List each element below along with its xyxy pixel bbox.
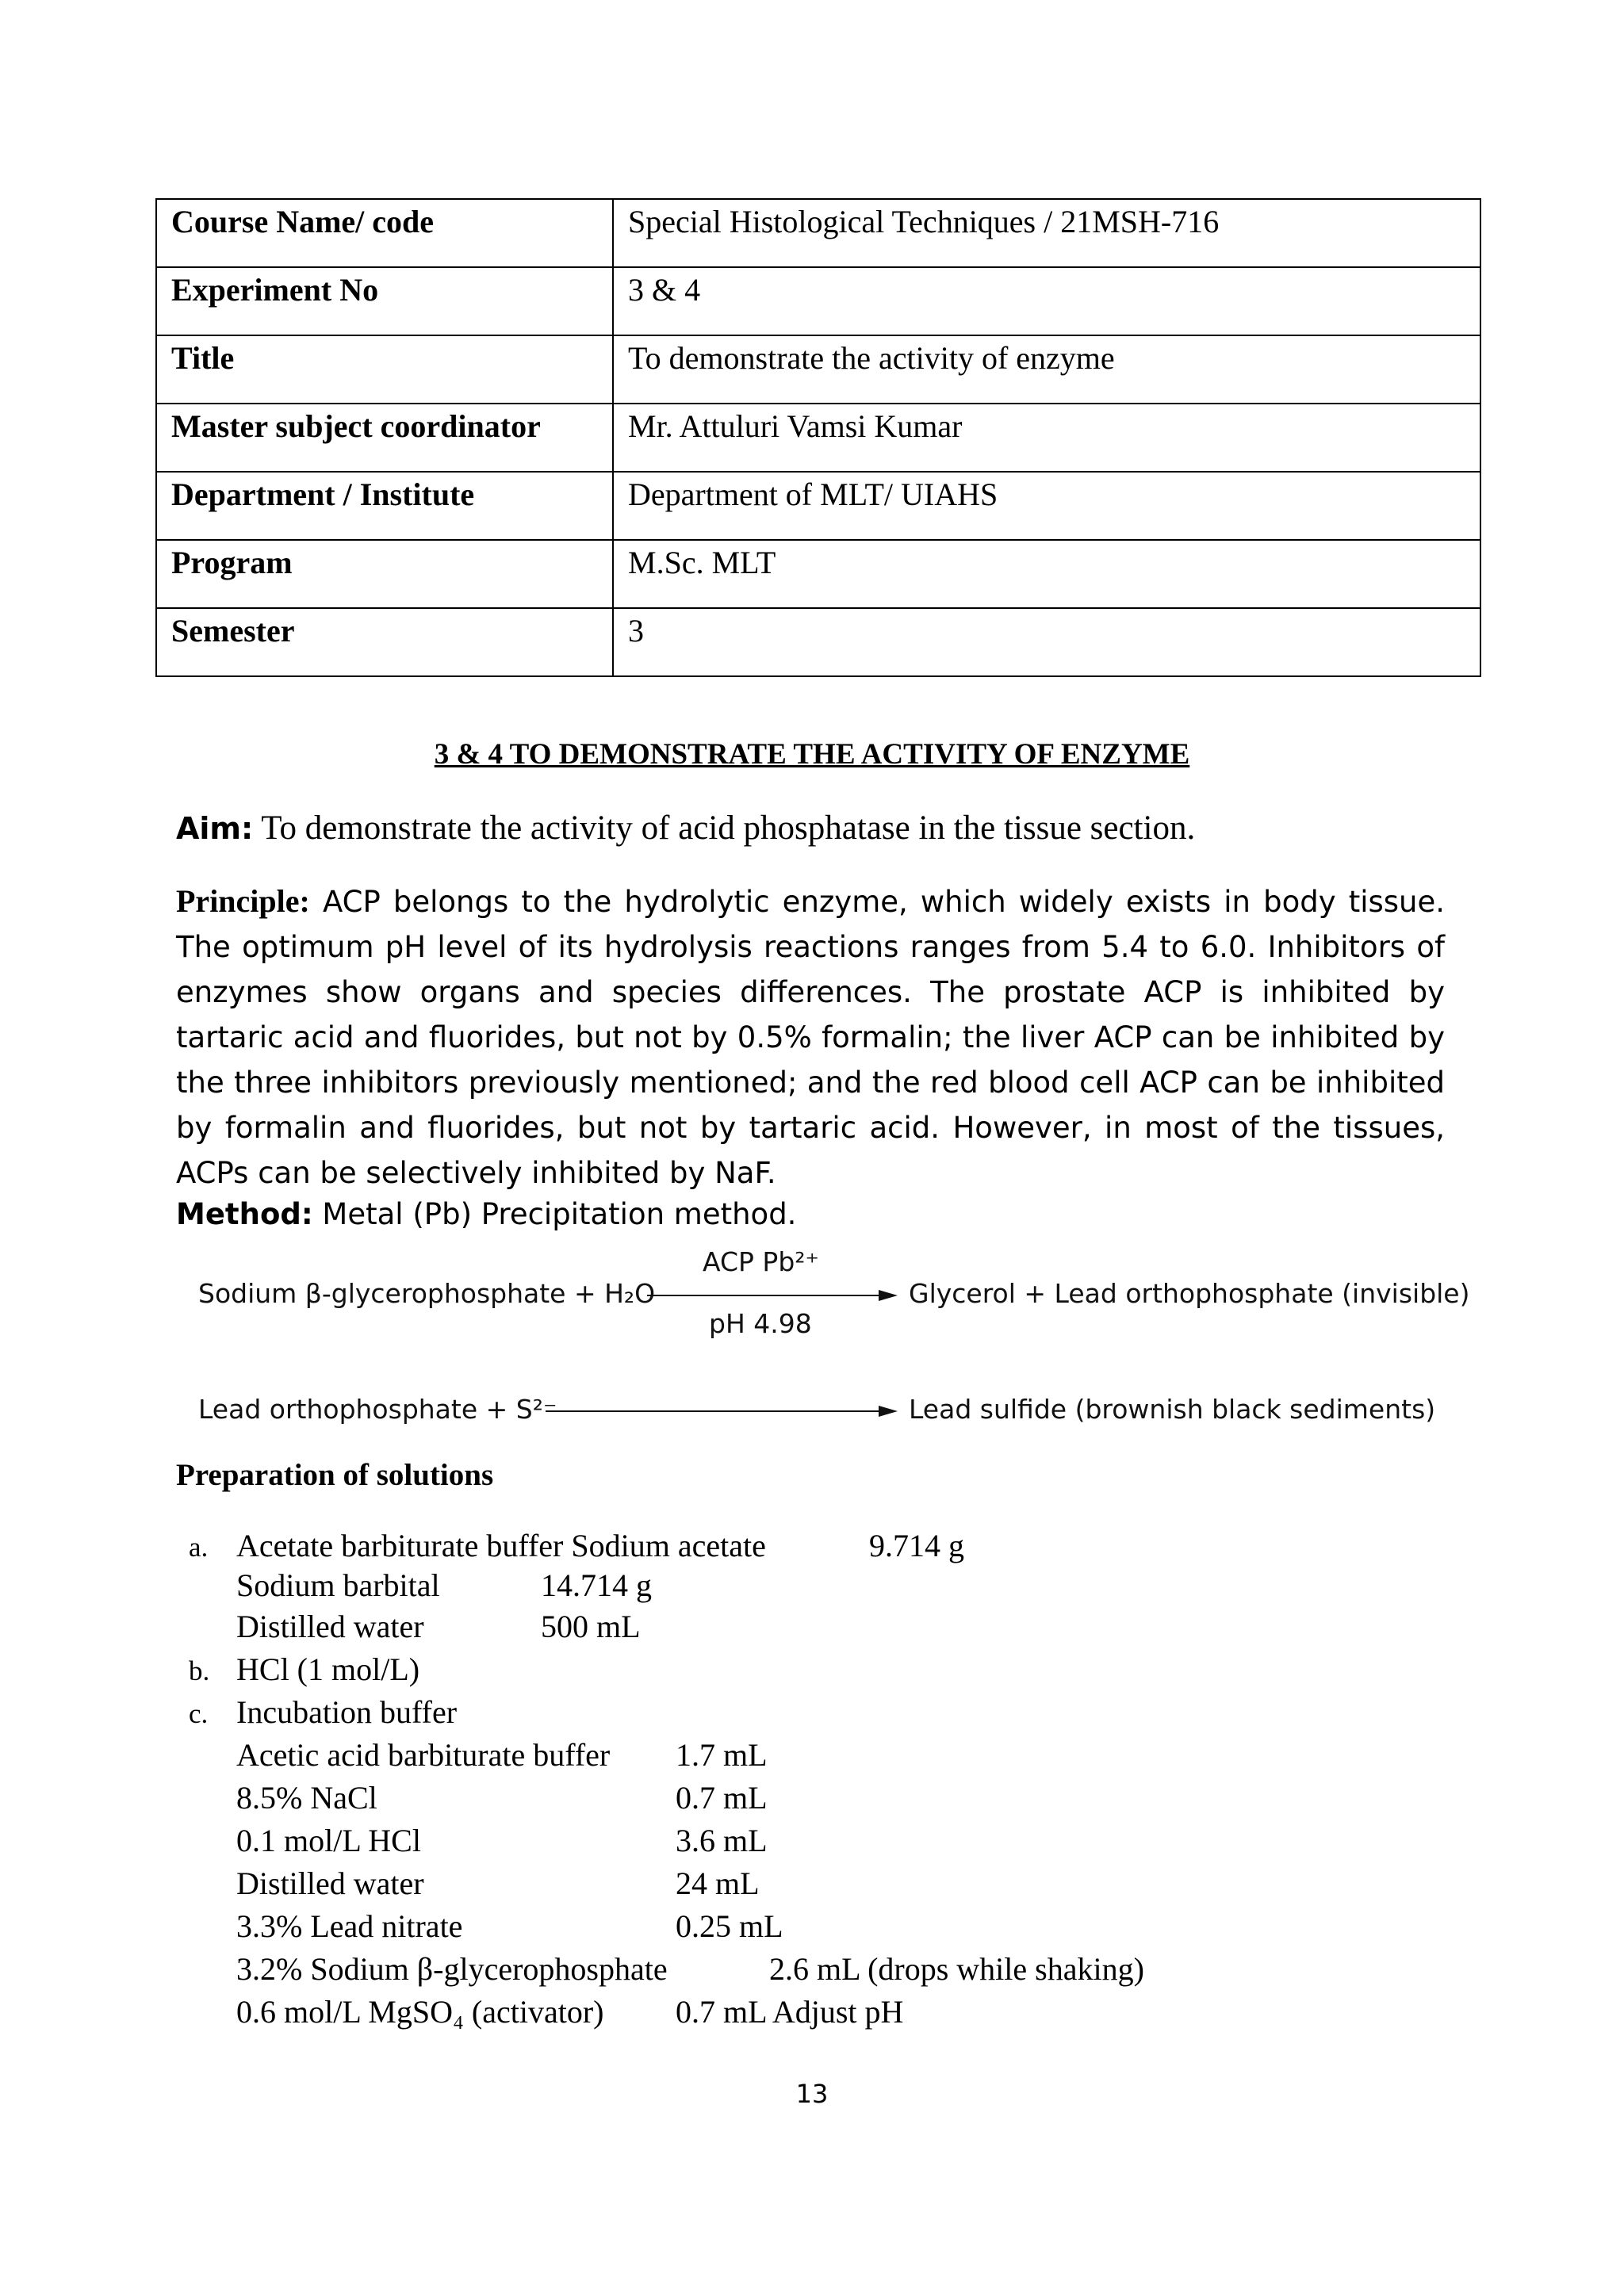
table-row bbox=[156, 199, 1480, 267]
solution-c-title: Incubation buffer bbox=[236, 1694, 458, 1730]
list-item-amount: 0.25 mL bbox=[676, 1908, 783, 1944]
table-value: Mr. Attuluri Vamsi Kumar bbox=[613, 404, 1480, 472]
table-label: Master subject coordinator bbox=[156, 404, 613, 472]
list-item: Distilled water bbox=[236, 1609, 424, 1644]
table-row bbox=[156, 335, 1480, 404]
list-item-amount: 1.7 mL bbox=[676, 1737, 768, 1773]
list-item-amount: 0.7 mL bbox=[676, 1780, 768, 1816]
list-item-amount: 500 mL bbox=[541, 1609, 641, 1644]
list-marker: c. bbox=[189, 1698, 209, 1729]
method-text: Metal (Pb) Precipitation method. bbox=[322, 1197, 797, 1231]
table-label: Experiment No bbox=[156, 267, 613, 335]
table-label: Department / Institute bbox=[156, 472, 613, 540]
reaction2-reactants: Lead orthophosphate + S²⁻ bbox=[198, 1394, 557, 1425]
list-item-amount: 24 mL bbox=[676, 1866, 760, 1901]
principle-label: Principle: bbox=[176, 883, 310, 919]
list-item: 3.3% Lead nitrate bbox=[236, 1908, 463, 1944]
solution-a-title: Acetate barbiturate buffer Sodium acetate bbox=[236, 1528, 766, 1563]
principle-text: ACP belongs to the hydrolytic enzyme, which widely exists in body tissue. The optimum pH level of its hydrolysis reactions ranges from 5.4 to 6.0. Inhibitors of enzymes show organs and species differences. The prostate ACP is inhibited by tartaric acid and fluorides, but not by 0.5% formalin; the liver ACP can be inhibited by the three inhibitors previously mentioned; and the red blood cell ACP can be inhibited by formalin and fluorides, but not by tartaric acid. However, in most of the tissues, ACPs can be selectively inhibited by NaF. bbox=[176, 885, 1446, 1190]
list-item: Sodium barbital bbox=[236, 1567, 440, 1603]
reaction1-arrow-icon bbox=[647, 1286, 898, 1305]
preparation-heading: Preparation of solutions bbox=[176, 1458, 494, 1492]
table-row bbox=[156, 472, 1480, 540]
list-item: 0.6 mol/L MgSO₄ (activator) bbox=[236, 1994, 604, 2030]
list-item-amount: 14.714 g bbox=[541, 1567, 652, 1603]
principle-paragraph bbox=[176, 878, 1445, 1196]
list-item-amount: 2.6 mL (drops while shaking) bbox=[769, 1951, 1144, 1987]
method-paragraph bbox=[176, 1197, 796, 1231]
aim-text: To demonstrate the activity of acid phosphatase in the tissue section. bbox=[261, 809, 1196, 847]
table-value: To demonstrate the activity of enzyme bbox=[613, 335, 1480, 404]
list-item: 3.2% Sodium β-glycerophosphate bbox=[236, 1951, 668, 1987]
table-row bbox=[156, 608, 1480, 676]
table-value: M.Sc. MLT bbox=[613, 540, 1480, 608]
reaction1-catalyst: ACP Pb²⁺ bbox=[703, 1246, 819, 1277]
table-label: Semester bbox=[156, 608, 613, 676]
reaction1-condition: pH 4.98 bbox=[709, 1308, 812, 1339]
aim-paragraph bbox=[176, 809, 1195, 848]
section-heading: 3 & 4 TO DEMONSTRATE THE ACTIVITY OF ENZYME bbox=[434, 738, 1190, 771]
table-value: 3 bbox=[613, 608, 1480, 676]
solution-a-title-amount: 9.714 g bbox=[869, 1528, 964, 1563]
list-item: 0.1 mol/L HCl bbox=[236, 1823, 421, 1858]
course-info-table bbox=[155, 198, 1481, 677]
list-item-amount: 3.6 mL bbox=[676, 1823, 768, 1858]
table-value: 3 & 4 bbox=[613, 267, 1480, 335]
page-number: 13 bbox=[795, 2079, 829, 2109]
reaction1-products: Glycerol + Lead orthophosphate (invisible) bbox=[909, 1278, 1470, 1309]
method-label: Method: bbox=[176, 1197, 313, 1231]
table-label: Course Name/ code bbox=[156, 199, 613, 267]
table-value: Department of MLT/ UIAHS bbox=[613, 472, 1480, 540]
table-label: Title bbox=[156, 335, 613, 404]
table-row bbox=[156, 404, 1480, 472]
reaction2-products: Lead sulfide (brownish black sediments) bbox=[909, 1394, 1436, 1425]
list-item-amount: 0.7 mL Adjust pH bbox=[676, 1994, 904, 2030]
reaction1-reactants: Sodium β-glycerophosphate + H₂O bbox=[198, 1278, 656, 1309]
list-item: Distilled water bbox=[236, 1866, 424, 1901]
list-item: Acetic acid barbiturate buffer bbox=[236, 1737, 611, 1773]
reaction2-arrow-icon bbox=[546, 1402, 898, 1421]
solution-b-title: HCl (1 mol/L) bbox=[236, 1651, 420, 1687]
list-marker: b. bbox=[189, 1655, 210, 1686]
table-row bbox=[156, 267, 1480, 335]
list-marker: a. bbox=[189, 1532, 209, 1563]
list-item: 8.5% NaCl bbox=[236, 1780, 377, 1816]
aim-label: Aim: bbox=[176, 811, 254, 846]
table-row bbox=[156, 540, 1480, 608]
table-value: Special Histological Techniques / 21MSH-716 bbox=[613, 199, 1480, 267]
table-label: Program bbox=[156, 540, 613, 608]
